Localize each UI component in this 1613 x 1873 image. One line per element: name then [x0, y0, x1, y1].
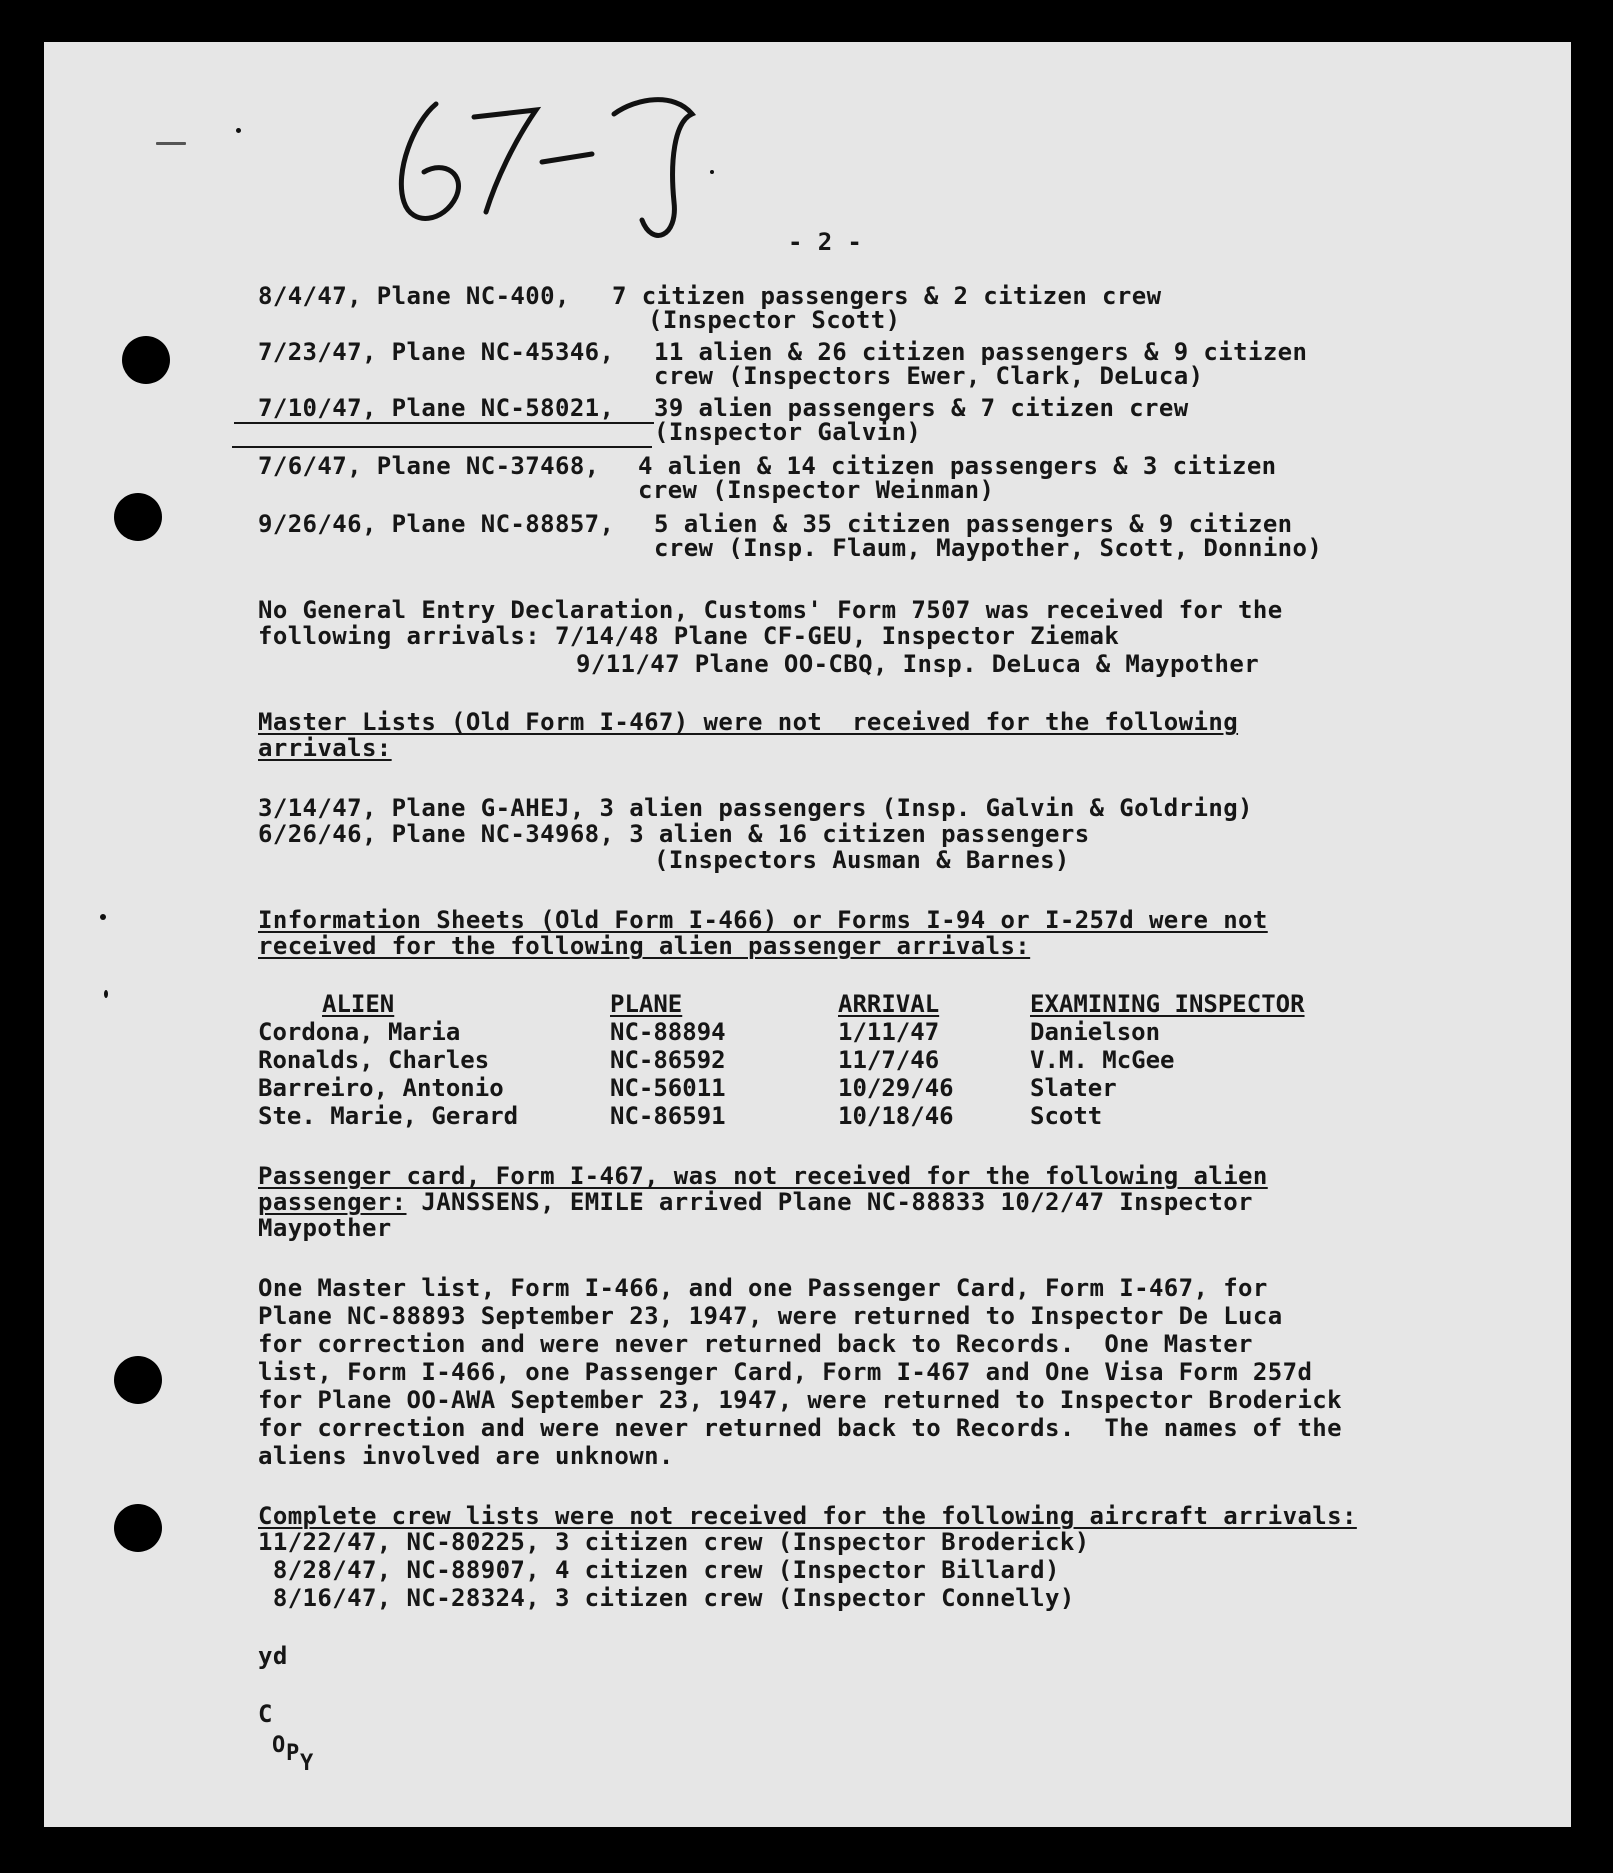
arrival-date-plane: 7/6/47, Plane NC-37468,: [258, 452, 600, 480]
general-entry-line: 9/11/47 Plane OO-CBQ, Insp. DeLuca & Maypother: [576, 650, 1260, 678]
section-heading-passenger-card: Passenger card, Form I-467, was not received for the following alien: [258, 1162, 1268, 1190]
punch-hole: [122, 336, 170, 384]
passenger-card-heading-end: passenger:: [258, 1188, 407, 1216]
punch-hole: [114, 1356, 162, 1404]
arrival-detail: 11 alien & 26 citizen passengers & 9 citizen: [654, 338, 1308, 366]
section-heading-master-lists: arrivals:: [258, 734, 392, 762]
crew-list-line: 8/16/47, NC-28324, 3 citizen crew (Inspector Connelly): [258, 1584, 1075, 1612]
copy-mark-o: O: [272, 1733, 286, 1758]
cell-alien: Ronalds, Charles: [258, 1046, 490, 1074]
punch-hole: [114, 493, 162, 541]
arrival-inspector: (Inspector Scott): [648, 306, 901, 334]
cell-inspector: V.M. McGee: [1030, 1046, 1175, 1074]
section-heading-master-lists: Master Lists (Old Form I-467) were not received for the following: [258, 708, 1239, 736]
column-header-alien: ALIEN: [322, 990, 395, 1018]
speck-mark: [236, 128, 241, 133]
typist-initials: yd: [258, 1642, 288, 1670]
paragraph-line: for correction and were never returned back to Records. One Master: [258, 1330, 1253, 1358]
paragraph-line: One Master list, Form I-466, and one Passenger Card, Form I-467, for: [258, 1274, 1268, 1302]
speck-mark: [100, 914, 106, 920]
crew-list-line: 11/22/47, NC-80225, 3 citizen crew (Inspector Broderick): [258, 1528, 1090, 1556]
document-page: [44, 42, 1571, 1827]
cell-alien: Cordona, Maria: [258, 1018, 461, 1046]
arrival-detail: 7 citizen passengers & 2 citizen crew: [612, 282, 1162, 310]
general-entry-line: following arrivals: 7/14/48 Plane CF-GEU, Inspector Ziemak: [258, 622, 1120, 650]
copy-mark-y: Y: [300, 1751, 314, 1776]
arrival-inspector: crew (Inspectors Ewer, Clark, DeLuca): [654, 362, 1204, 390]
cell-plane: NC-56011: [610, 1074, 726, 1102]
section-heading-information-sheets: Information Sheets (Old Form I-466) or Forms I-94 or I-257d were not: [258, 906, 1268, 934]
paragraph-line: Plane NC-88893 September 23, 1947, were returned to Inspector De Luca: [258, 1302, 1283, 1330]
arrival-detail: 4 alien & 14 citizen passengers & 3 citizen: [638, 452, 1277, 480]
paragraph-line: aliens involved are unknown.: [258, 1442, 674, 1470]
arrival-inspector: (Inspector Galvin): [654, 418, 922, 446]
underline-rule: [234, 422, 654, 424]
passenger-card-line: Maypother: [258, 1214, 392, 1242]
page-number: - 2 -: [788, 228, 863, 256]
passenger-card-line: [258, 1188, 1253, 1216]
punch-hole: [114, 1504, 162, 1552]
copy-mark-p: P: [286, 1741, 300, 1766]
arrival-inspector: crew (Inspector Weinman): [638, 476, 995, 504]
cell-plane: NC-86592: [610, 1046, 726, 1074]
cell-alien: Ste. Marie, Gerard: [258, 1102, 519, 1130]
speck-mark: [156, 142, 186, 145]
handwritten-number: [374, 62, 854, 262]
section-heading-information-sheets: received for the following alien passenger arrivals:: [258, 932, 1031, 960]
column-header-examining-inspector: EXAMINING INSPECTOR: [1030, 990, 1305, 1018]
arrival-date-plane: 9/26/46, Plane NC-88857,: [258, 510, 615, 538]
arrival-date-plane: 7/23/47, Plane NC-45346,: [258, 338, 615, 366]
arrival-inspector: crew (Insp. Flaum, Maypother, Scott, Donnino): [654, 534, 1323, 562]
crew-list-line: 8/28/47, NC-88907, 4 citizen crew (Inspector Billard): [258, 1556, 1060, 1584]
cell-arrival: 1/11/47: [838, 1018, 940, 1046]
underline-rule: [232, 446, 652, 448]
section-heading-crew-lists: Complete crew lists were not received for the following aircraft arrivals:: [258, 1502, 1357, 1530]
cell-alien: Barreiro, Antonio: [258, 1074, 504, 1102]
speck-mark: [104, 990, 108, 998]
copy-mark-c: C: [258, 1700, 273, 1728]
cell-plane: NC-86591: [610, 1102, 726, 1130]
cell-arrival: 11/7/46: [838, 1046, 940, 1074]
master-list-line: 3/14/47, Plane G-AHEJ, 3 alien passengers (Insp. Galvin & Goldring): [258, 794, 1253, 822]
cell-arrival: 10/18/46: [838, 1102, 954, 1130]
general-entry-line: No General Entry Declaration, Customs' Form 7507 was received for the: [258, 596, 1283, 624]
cell-inspector: Scott: [1030, 1102, 1103, 1130]
column-header-plane: PLANE: [610, 990, 683, 1018]
cell-inspector: Danielson: [1030, 1018, 1161, 1046]
paragraph-line: for correction and were never returned back to Records. The names of the: [258, 1414, 1342, 1442]
arrival-date-plane: 8/4/47, Plane NC-400,: [258, 282, 570, 310]
cell-arrival: 10/29/46: [838, 1074, 954, 1102]
arrival-date-plane: 7/10/47, Plane NC-58021,: [258, 394, 615, 422]
master-list-line: (Inspectors Ausman & Barnes): [654, 846, 1070, 874]
passenger-card-detail: JANSSENS, EMILE arrived Plane NC-88833 10/2/47 Inspector: [406, 1188, 1253, 1216]
cell-plane: NC-88894: [610, 1018, 726, 1046]
master-list-line: 6/26/46, Plane NC-34968, 3 alien & 16 citizen passengers: [258, 820, 1090, 848]
paragraph-line: list, Form I-466, one Passenger Card, Form I-467 and One Visa Form 257d: [258, 1358, 1313, 1386]
cell-inspector: Slater: [1030, 1074, 1117, 1102]
arrival-detail: 39 alien passengers & 7 citizen crew: [654, 394, 1189, 422]
paragraph-line: for Plane OO-AWA September 23, 1947, were returned to Inspector Broderick: [258, 1386, 1342, 1414]
column-header-arrival: ARRIVAL: [838, 990, 940, 1018]
arrival-detail: 5 alien & 35 citizen passengers & 9 citizen: [654, 510, 1293, 538]
